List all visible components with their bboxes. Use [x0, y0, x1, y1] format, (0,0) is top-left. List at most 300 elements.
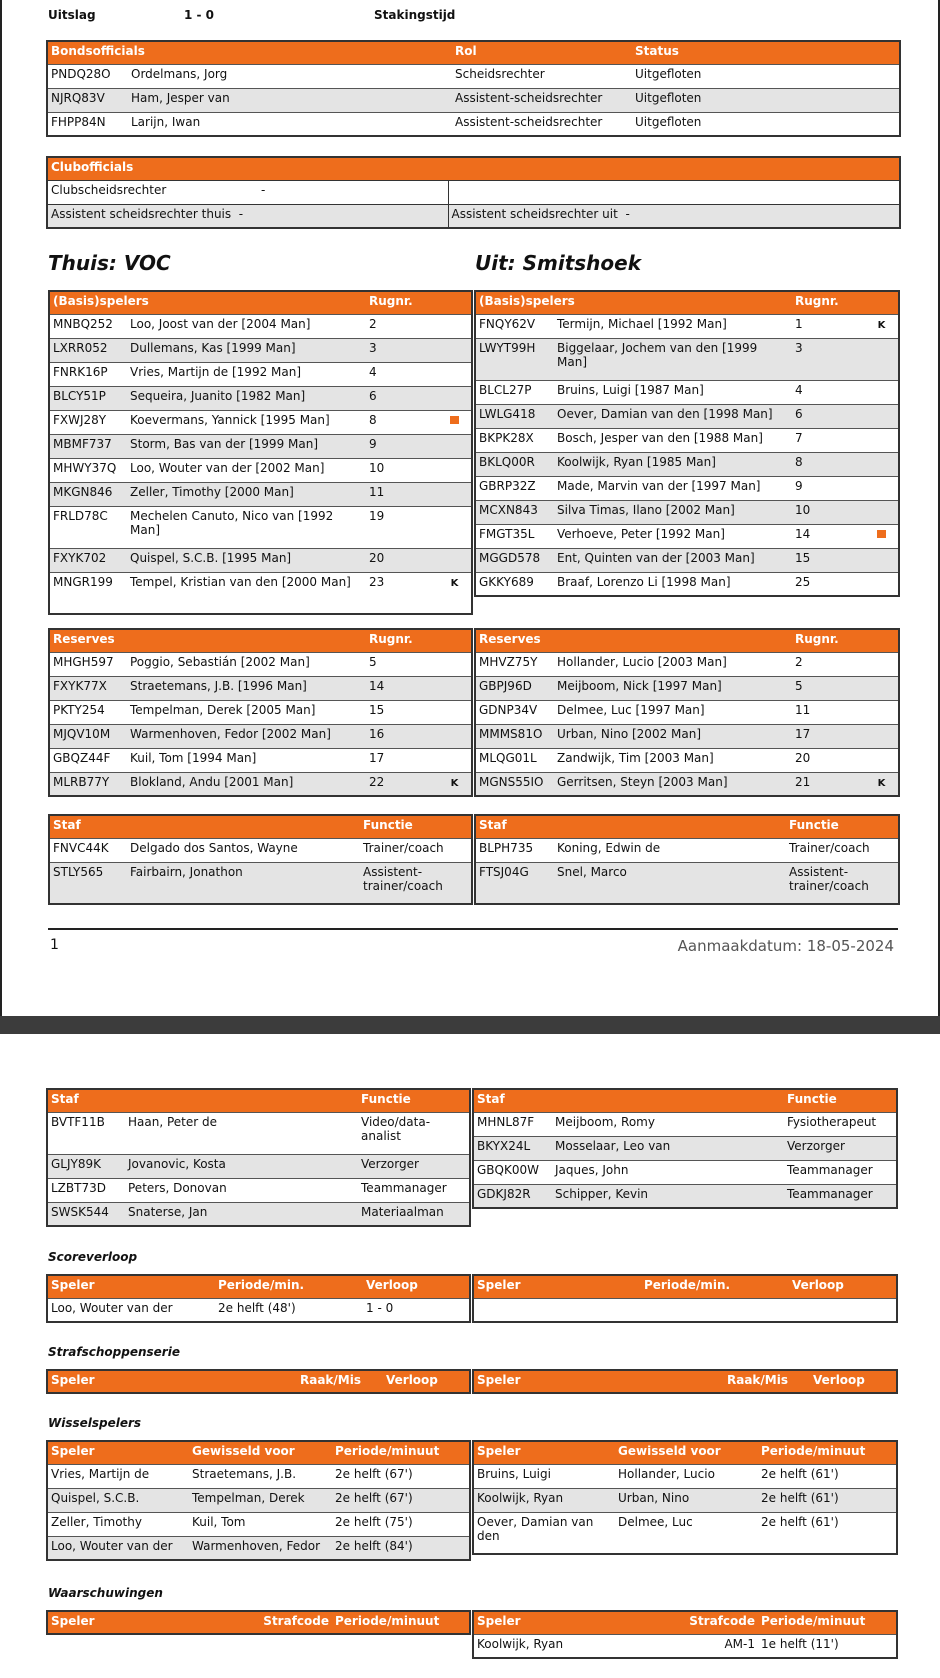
player-row [475, 338, 899, 380]
header-cell: Rugnr. [366, 629, 472, 652]
header-cell: Staf [475, 815, 786, 838]
player-row [49, 410, 472, 434]
player-name: Bosch, Jesper van den [1988 Man] [557, 430, 763, 445]
score-progress-title: Scoreverloop [48, 1250, 138, 1264]
player-code: FXWJ28Y [53, 412, 107, 427]
player-row [49, 362, 472, 386]
staff-function: Assistent-trainer/coach [360, 862, 472, 904]
player-row [475, 548, 899, 572]
player-row [49, 458, 472, 482]
shirt-number: 15 [792, 548, 865, 572]
player-row [49, 506, 472, 548]
player-name: Biggelaar, Jochem van den [1999 Man] [554, 338, 792, 380]
header-cell: Strafcode [673, 1611, 758, 1634]
table-header-row [49, 629, 472, 652]
staff-function: Verzorger [358, 1154, 470, 1178]
player-code: LXRR052 [49, 338, 127, 362]
warning-period: 1e helft (11') [761, 1636, 839, 1651]
header-cell: Rugnr. [366, 291, 472, 314]
header-cell: Verloop [810, 1370, 897, 1393]
player-row [49, 724, 472, 748]
captain-mark: K [877, 319, 886, 331]
player-name: Zandwijk, Tim [2003 Man] [557, 750, 714, 765]
substitutions-home-table [46, 1440, 471, 1561]
header-cell: Speler [473, 1611, 673, 1634]
player-name: Meijboom, Nick [1997 Man] [554, 676, 792, 700]
header-cell: Rugnr. [792, 291, 899, 314]
table-row [47, 204, 900, 228]
staff-code: STLY565 [49, 862, 127, 904]
staff-name: Mosselaar, Leo van [552, 1136, 784, 1160]
away-reserves-table [474, 628, 900, 797]
header-cell: Reserves [475, 629, 792, 652]
bond-officials-table [46, 40, 901, 137]
header-cell: Speler [473, 1275, 641, 1298]
sub-replaced: Urban, Nino [615, 1488, 758, 1512]
sub-replaced: Hollander, Lucio [618, 1466, 715, 1481]
warnings-title: Waarschuwingen [48, 1586, 163, 1600]
official-name: Ordelmans, Jorg [131, 66, 228, 81]
staff-name: Jovanovic, Kosta [125, 1154, 358, 1178]
player-code: MGNS55IO [475, 772, 554, 796]
warnings-away-table [472, 1610, 898, 1659]
staff-code: BLPH735 [479, 840, 534, 855]
header-cell: Verloop [789, 1275, 897, 1298]
shirt-number: 2 [795, 654, 803, 669]
sub-player: Oever, Damian van den [477, 1514, 594, 1543]
substitutions-away-table [472, 1440, 898, 1555]
table-row [473, 1298, 897, 1322]
official-role: Assistent-scheidsrechter [455, 114, 603, 129]
player-name: Loo, Wouter van der [2002 Man] [130, 460, 325, 475]
player-name: Tempelman, Derek [2005 Man] [130, 702, 316, 717]
sub-period: 2e helft (75') [335, 1514, 413, 1529]
header-cell: Staf [49, 815, 360, 838]
staff-row [475, 838, 899, 862]
table-header-row [47, 157, 900, 180]
report-page-2 [0, 1034, 940, 1678]
staff-function: Materiaalman [358, 1202, 470, 1226]
player-code: FXYK702 [49, 548, 127, 572]
official-code: PNDQ28O [51, 66, 111, 81]
table-header-row [473, 1089, 897, 1112]
away-staff-table [474, 814, 900, 905]
player-code: GDNP34V [479, 702, 538, 717]
player-row [475, 748, 899, 772]
official-role: Assistent-scheidsrechter [452, 88, 632, 112]
staff-function: Fysiotherapeut [787, 1114, 877, 1129]
home-team-title: Thuis: VOC [48, 251, 171, 275]
table-header-row [47, 1611, 470, 1634]
staff-function: Teammanager [361, 1180, 447, 1195]
player-code: MLQG01L [479, 750, 537, 765]
player-name: Delmee, Luc [1997 Man] [557, 702, 705, 717]
player-row [49, 338, 472, 362]
shirt-number: 19 [369, 508, 385, 523]
captain-mark: K [450, 777, 459, 789]
staff-code: FTSJ04G [475, 862, 554, 904]
footer-divider [48, 928, 898, 930]
header-cell: Rugnr. [792, 629, 899, 652]
substitution-row [47, 1464, 470, 1488]
substitution-row [473, 1512, 897, 1554]
player-name: Dullemans, Kas [1999 Man] [127, 338, 366, 362]
staff-name: Jaques, John [555, 1162, 629, 1177]
penalty-series-away-table [472, 1369, 898, 1394]
shirt-number: 3 [792, 338, 865, 380]
home-staff-table [48, 814, 473, 905]
shirt-number: 3 [366, 338, 438, 362]
captain-mark: K [877, 777, 886, 789]
header-cell: Periode/minuut [332, 1611, 470, 1634]
table-header-row [47, 1089, 470, 1112]
header-cell: Rol [452, 41, 632, 64]
shirt-number: 10 [792, 500, 865, 524]
player-name: Loo, Joost van der [2004 Man] [130, 316, 311, 331]
result-label: Uitslag [48, 8, 96, 22]
shirt-number: 11 [366, 482, 438, 506]
shirt-number: 7 [795, 430, 803, 445]
player-code: MHVZ75Y [479, 654, 538, 669]
shirt-number: 9 [366, 434, 438, 458]
shirt-number: 9 [795, 478, 803, 493]
official-name: Ham, Jesper van [131, 90, 230, 105]
player-code: GBPJ96D [475, 676, 554, 700]
player-code: BKPK28X [479, 430, 534, 445]
official-code: NJRQ83V [51, 90, 105, 105]
sub-period: 2e helft (67') [332, 1488, 470, 1512]
header-cell: Functie [358, 1089, 470, 1112]
official-code: FHPP84N [51, 114, 106, 129]
club-referee-label: Clubscheidsrechter [51, 182, 167, 197]
header-cell: Speler [473, 1441, 615, 1464]
header-cell: Strafcode [247, 1611, 332, 1634]
staff-code: FNVC44K [53, 840, 109, 855]
player-code: MJQV10M [49, 724, 127, 748]
shirt-number: 10 [369, 460, 385, 475]
away-players-table [474, 290, 900, 597]
player-code: MNBQ252 [53, 316, 113, 331]
staff-name: Koning, Edwin de [557, 840, 661, 855]
sub-period: 2e helft (61') [761, 1466, 839, 1481]
player-row [49, 652, 472, 676]
header-cell: Speler [473, 1370, 724, 1393]
player-code: GBRP32Z [479, 478, 536, 493]
player-name: Mechelen Canuto, Nico van [1992 Man] [130, 508, 334, 537]
assistant-away-label: Assistent scheidsrechter uit [451, 206, 618, 221]
sub-player: Loo, Wouter van der [47, 1536, 189, 1560]
header-cell: Periode/minuut [332, 1441, 470, 1464]
staff-code: BVTF11B [51, 1114, 105, 1129]
player-row [475, 772, 899, 796]
shirt-number: 8 [792, 452, 865, 476]
score-period: 2e helft (48') [218, 1300, 296, 1315]
shirt-number: 20 [795, 750, 811, 765]
table-row [47, 180, 900, 204]
sub-replaced: Kuil, Tom [192, 1514, 246, 1529]
player-code: LWLG418 [475, 404, 554, 428]
table-header-row [475, 629, 899, 652]
player-code: BLCY51P [49, 386, 127, 410]
staff-row [47, 1112, 470, 1154]
staff-name: Meijboom, Romy [555, 1114, 655, 1129]
shirt-number: 23 [369, 574, 385, 589]
staff-row [47, 1154, 470, 1178]
player-code: MGGD578 [475, 548, 554, 572]
shirt-number: 14 [795, 526, 811, 541]
penalty-series-title: Strafschoppenserie [48, 1345, 180, 1359]
header-cell: Speler [47, 1275, 215, 1298]
sub-period: 2e helft (67') [335, 1466, 413, 1481]
table-row [47, 88, 900, 112]
staff-code: GLJY89K [47, 1154, 125, 1178]
away-team-title: Uit: Smitshoek [475, 251, 642, 275]
header-cell: Periode/min. [215, 1275, 363, 1298]
player-row [475, 380, 899, 404]
captain-mark: K [450, 577, 459, 589]
shirt-number: 11 [795, 702, 811, 717]
staff-function: Teammanager [784, 1184, 897, 1208]
home-players-table [48, 290, 473, 615]
shirt-number: 5 [369, 654, 377, 669]
player-row [475, 452, 899, 476]
player-row [475, 676, 899, 700]
table-header-row [49, 815, 472, 838]
header-cell: Gewisseld voor [189, 1441, 332, 1464]
player-row [475, 524, 899, 548]
shirt-number: 21 [792, 772, 865, 796]
staff-row [475, 862, 899, 904]
staff-name: Schipper, Kevin [552, 1184, 784, 1208]
table-header-row [473, 1275, 897, 1298]
player-name: Warmenhoven, Fedor [2002 Man] [127, 724, 366, 748]
header-cell: Staf [47, 1089, 358, 1112]
substitution-row [473, 1488, 897, 1512]
sub-player: Zeller, Timothy [51, 1514, 142, 1529]
sub-player: Vries, Martijn de [51, 1466, 150, 1481]
table-row [473, 1634, 897, 1658]
player-row [49, 314, 472, 338]
table-header-row [475, 291, 899, 314]
page-separator [0, 1016, 940, 1034]
player-name: Hollander, Lucio [2003 Man] [557, 654, 727, 669]
staff-name: Haan, Peter de [128, 1114, 217, 1129]
staff-name: Delgado dos Santos, Wayne [130, 840, 298, 855]
warned-player: Koolwijk, Ryan [477, 1636, 564, 1651]
player-row [475, 652, 899, 676]
player-row [49, 548, 472, 572]
staff-function: Trainer/coach [789, 840, 870, 855]
yellow-card-icon [450, 416, 459, 424]
warnings-home-table [46, 1610, 471, 1635]
player-name: Sequeira, Juanito [1982 Man] [127, 386, 366, 410]
player-name: Kuil, Tom [1994 Man] [130, 750, 257, 765]
home-reserves-table [48, 628, 473, 797]
header-cell: Gewisseld voor [615, 1441, 758, 1464]
sub-period: 2e helft (61') [761, 1514, 839, 1529]
player-code: GBQZ44F [53, 750, 111, 765]
player-code: GKKY689 [479, 574, 534, 589]
sub-player: Quispel, S.C.B. [47, 1488, 189, 1512]
header-cell: Raak/Mis [724, 1370, 810, 1393]
sub-player: Koolwijk, Ryan [473, 1488, 615, 1512]
table-header-row [49, 291, 472, 314]
player-name: Bruins, Luigi [1987 Man] [557, 382, 704, 397]
shirt-number: 17 [369, 750, 385, 765]
header-cell: Speler [47, 1441, 189, 1464]
player-code: FRLD78C [53, 508, 108, 523]
player-row [475, 314, 899, 338]
staff-row [47, 1202, 470, 1226]
player-name: Braaf, Lorenzo Li [1998 Man] [557, 574, 731, 589]
shirt-number: 25 [795, 574, 811, 589]
staff-code: GBQK00W [477, 1162, 539, 1177]
table-row [47, 1298, 470, 1322]
table-row [47, 112, 900, 136]
official-status: Uitgefloten [632, 88, 900, 112]
page-number: 1 [50, 937, 59, 953]
yellow-card-icon [877, 530, 886, 538]
player-code: MLRB77Y [49, 772, 127, 796]
player-row [49, 676, 472, 700]
table-header-row [473, 1441, 897, 1464]
header-cell: Status [632, 41, 900, 64]
created-date: Aanmaakdatum: 18-05-2024 [677, 937, 894, 955]
score-progress: 1 - 0 [366, 1300, 394, 1315]
staff-row [473, 1184, 897, 1208]
sub-period: 2e helft (61') [758, 1488, 897, 1512]
player-row [49, 772, 472, 796]
player-row [49, 386, 472, 410]
sub-replaced: Warmenhoven, Fedor [189, 1536, 332, 1560]
table-header-row [47, 1441, 470, 1464]
official-role: Scheidsrechter [455, 66, 545, 81]
header-cell: Functie [360, 815, 472, 838]
player-name: Vries, Martijn de [1992 Man] [130, 364, 302, 379]
player-row [49, 572, 472, 614]
player-code: MCXN843 [475, 500, 554, 524]
player-code: FNQY62V [479, 316, 536, 331]
player-name: Koolwijk, Ryan [1985 Man] [554, 452, 792, 476]
header-cell: Speler [47, 1611, 247, 1634]
sub-replaced: Delmee, Luc [618, 1514, 693, 1529]
header-cell: Verloop [383, 1370, 470, 1393]
player-code: MHGH597 [53, 654, 114, 669]
staff-row [473, 1160, 897, 1184]
substitution-row [47, 1512, 470, 1536]
staff-name: Snaterse, Jan [125, 1202, 358, 1226]
player-row [49, 482, 472, 506]
staff-function: Verzorger [784, 1136, 897, 1160]
staff-name: Fairbairn, Jonathon [127, 862, 360, 904]
header-cell: Speler [47, 1370, 297, 1393]
player-code: FNRK16P [53, 364, 108, 379]
club-officials-table [46, 156, 901, 229]
player-row [49, 434, 472, 458]
player-code: BKLQ00R [475, 452, 554, 476]
shirt-number: 22 [366, 772, 438, 796]
player-row [475, 500, 899, 524]
player-row [475, 428, 899, 452]
player-row [475, 476, 899, 500]
player-name: Quispel, S.C.B. [1995 Man] [127, 548, 366, 572]
shirt-number: 1 [795, 316, 803, 331]
player-code: LWYT99H [475, 338, 554, 380]
header-cell: Periode/minuut [758, 1441, 897, 1464]
player-name: Termijn, Michael [1992 Man] [557, 316, 727, 331]
substitution-row [473, 1464, 897, 1488]
player-name: Oever, Damian van den [1998 Man] [554, 404, 792, 428]
club-referee-value: - [261, 182, 266, 197]
player-code: MNGR199 [53, 574, 113, 589]
player-code: MKGN846 [49, 482, 127, 506]
player-name: Made, Marvin van der [1997 Man] [557, 478, 761, 493]
player-row [475, 700, 899, 724]
table-header-row [47, 1370, 470, 1393]
player-name: Verhoeve, Peter [1992 Man] [557, 526, 725, 541]
staff-function: Teammanager [787, 1162, 873, 1177]
shirt-number: 4 [369, 364, 377, 379]
sub-replaced: Straetemans, J.B. [192, 1466, 297, 1481]
score-progress-away-table [472, 1274, 898, 1323]
player-name: Tempel, Kristian van den [2000 Man] [130, 574, 351, 589]
warning-code: AM-1 [724, 1636, 755, 1651]
table-header-row [473, 1611, 897, 1634]
stoppage-label: Stakingstijd [374, 8, 456, 22]
result-score: 1 - 0 [184, 8, 215, 22]
player-code: MHWY37Q [53, 460, 117, 475]
shirt-number: 15 [369, 702, 385, 717]
table-header-row [473, 1370, 897, 1393]
substitution-row [47, 1536, 470, 1560]
sub-replaced: Tempelman, Derek [189, 1488, 332, 1512]
staff-row [49, 862, 472, 904]
sub-player: Bruins, Luigi [477, 1466, 551, 1481]
player-name: Zeller, Timothy [2000 Man] [127, 482, 366, 506]
header-cell: Functie [784, 1089, 897, 1112]
header-cell: (Basis)spelers [49, 291, 366, 314]
official-name: Larijn, Iwan [131, 114, 201, 129]
staff-row [473, 1136, 897, 1160]
assistant-away-value: - [625, 206, 630, 221]
shirt-number: 14 [366, 676, 438, 700]
player-row [475, 572, 899, 596]
score-progress-home-table [46, 1274, 471, 1323]
player-name: Urban, Nino [2002 Man] [554, 724, 792, 748]
player-name: Gerritsen, Steyn [2003 Man] [554, 772, 792, 796]
shirt-number: 6 [792, 404, 865, 428]
staff-function: Trainer/coach [363, 840, 444, 855]
player-row [49, 748, 472, 772]
substitutions-title: Wisselspelers [48, 1416, 142, 1430]
header-cell: Raak/Mis [297, 1370, 383, 1393]
player-code: MMMS81O [475, 724, 554, 748]
player-name: Koevermans, Yannick [1995 Man] [130, 412, 330, 427]
player-code: MBMF737 [49, 434, 127, 458]
header-cell: Reserves [49, 629, 366, 652]
home-staff-continued-table [46, 1088, 471, 1227]
staff-code: SWSK544 [47, 1202, 125, 1226]
shirt-number: 2 [369, 316, 377, 331]
staff-code: MHNL87F [477, 1114, 535, 1129]
staff-code: BKYX24L [473, 1136, 552, 1160]
shirt-number: 6 [366, 386, 438, 410]
official-status: Uitgefloten [635, 114, 702, 129]
shirt-number: 16 [366, 724, 438, 748]
player-code: BLCL27P [479, 382, 532, 397]
header-cell: Clubofficials [47, 157, 900, 180]
player-code: PKTY254 [53, 702, 105, 717]
